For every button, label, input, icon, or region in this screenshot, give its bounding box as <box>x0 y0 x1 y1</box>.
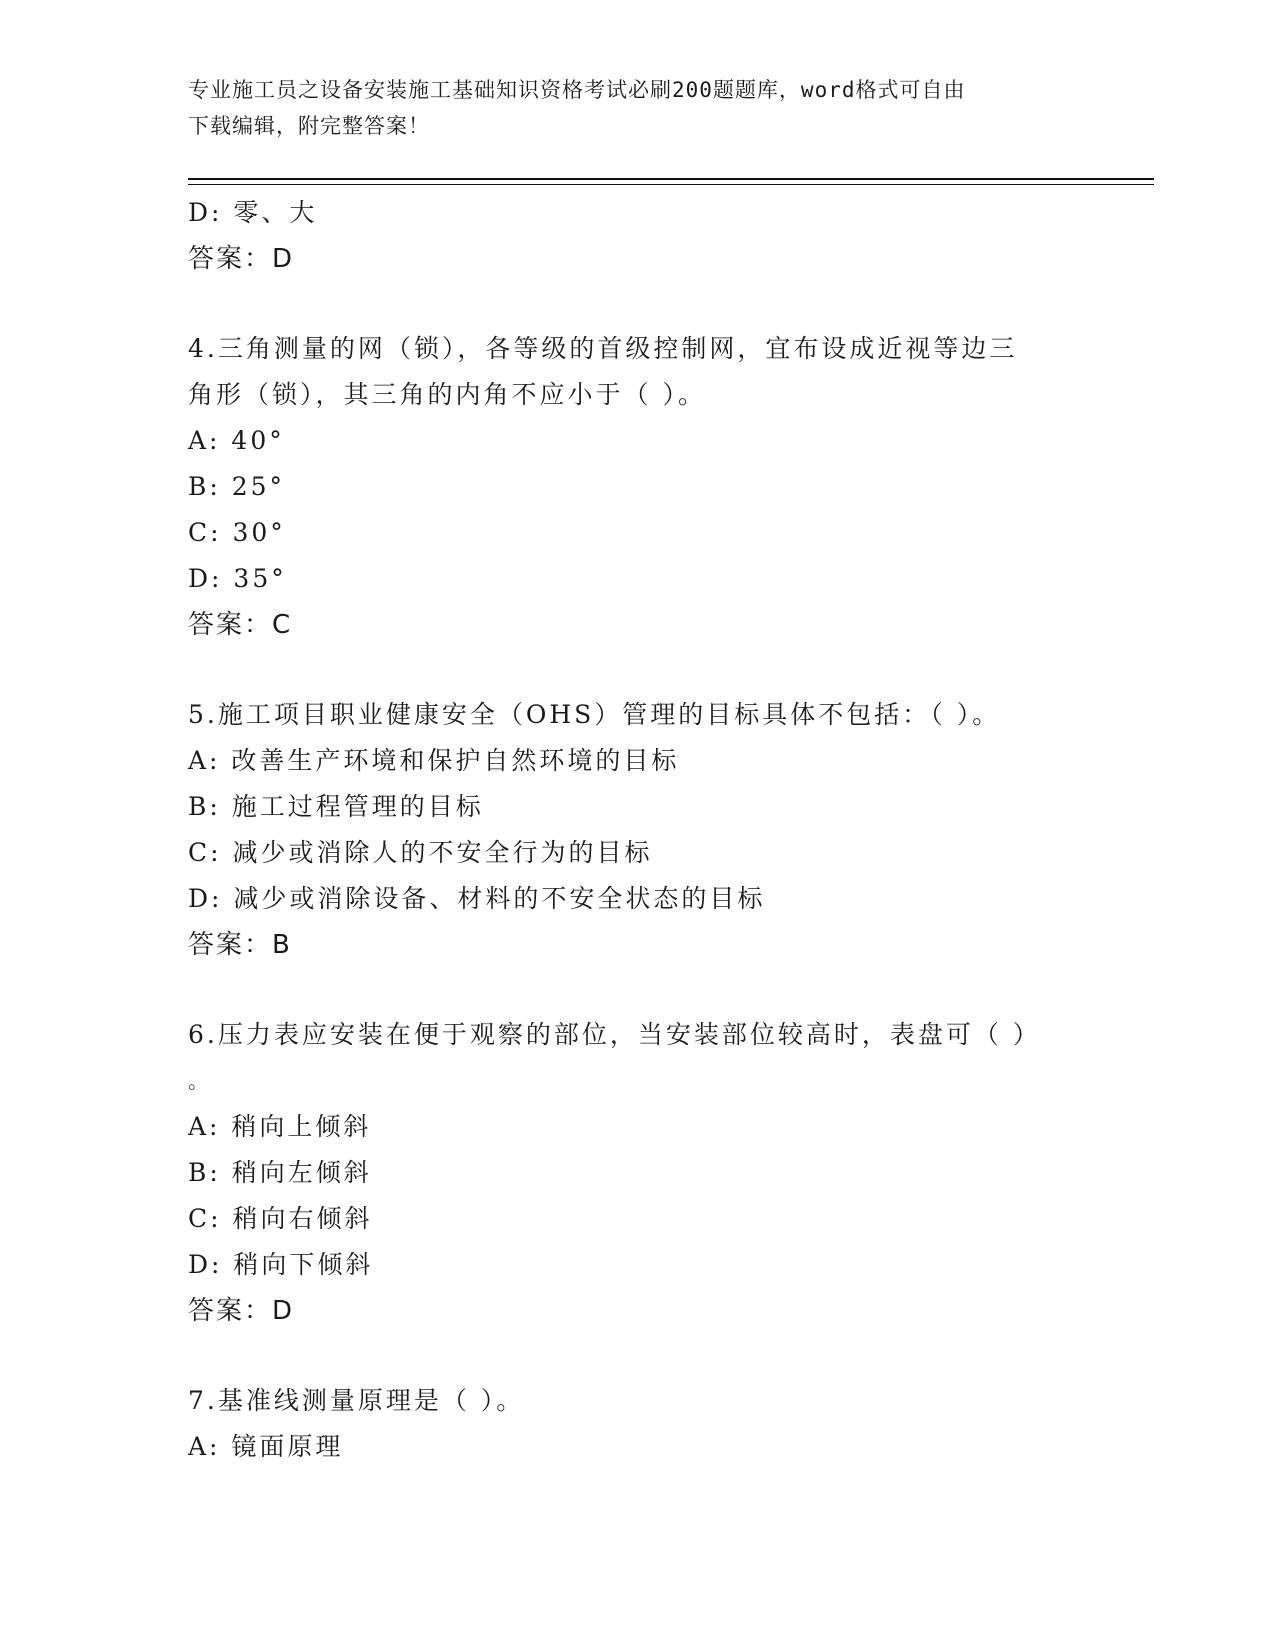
question-text-line-1: 4.三角测量的网（锁），各等级的首级控制网，宜布设成近视等边三 <box>188 334 1018 363</box>
header-divider-thick <box>188 178 1154 180</box>
question-7 <box>188 1378 1088 1470</box>
question-text-line-2: 。 <box>188 1069 208 1093</box>
question-list <box>188 190 1088 1470</box>
spacer <box>188 648 1088 692</box>
option-d: D: 零、大 <box>188 198 318 227</box>
question-text-line-1: 7.基准线测量原理是（ ）。 <box>188 1386 525 1415</box>
option-b: B: 施工过程管理的目标 <box>188 792 484 821</box>
answer-line: 答案：D <box>188 244 295 274</box>
option-a: A: 镜面原理 <box>188 1432 344 1461</box>
option-b: B: 稍向左倾斜 <box>188 1158 372 1187</box>
question-text-line-2: 角形（锁），其三角的内角不应小于（ ）。 <box>188 380 706 409</box>
option-a: A: 40° <box>188 426 285 455</box>
option-c: C: 30° <box>188 518 286 547</box>
question-4 <box>188 326 1088 648</box>
question-5 <box>188 692 1088 968</box>
question-6 <box>188 1012 1088 1334</box>
document-header <box>188 72 1068 144</box>
option-c: C: 稍向右倾斜 <box>188 1204 373 1233</box>
header-title-line-2: 下载编辑，附完整答案！ <box>188 114 430 138</box>
header-title-line-1: 专业施工员之设备安装施工基础知识资格考试必刷200题题库，word格式可自由 <box>188 78 966 102</box>
question-text-line-1: 5.施工项目职业健康安全（OHS）管理的目标具体不包括：（ ）。 <box>188 700 1001 729</box>
option-b: B: 25° <box>188 472 286 501</box>
answer-line: 答案：D <box>188 1296 295 1326</box>
option-c: C: 减少或消除人的不安全行为的目标 <box>188 838 653 867</box>
spacer <box>188 1334 1088 1378</box>
answer-line: 答案：B <box>188 930 292 960</box>
answer-line: 答案：C <box>188 610 293 640</box>
question-3-tail <box>188 190 1088 282</box>
header-divider-thin <box>188 184 1154 185</box>
option-d: D: 稍向下倾斜 <box>188 1250 374 1279</box>
option-d: D: 减少或消除设备、材料的不安全状态的目标 <box>188 884 766 913</box>
question-text-line-1: 6.压力表应安装在便于观察的部位，当安装部位较高时，表盘可（ ） <box>188 1020 1041 1049</box>
option-d: D: 35° <box>188 564 287 593</box>
option-a: A: 稍向上倾斜 <box>188 1112 372 1141</box>
spacer <box>188 282 1088 326</box>
spacer <box>188 968 1088 1012</box>
option-a: A: 改善生产环境和保护自然环境的目标 <box>188 746 680 775</box>
